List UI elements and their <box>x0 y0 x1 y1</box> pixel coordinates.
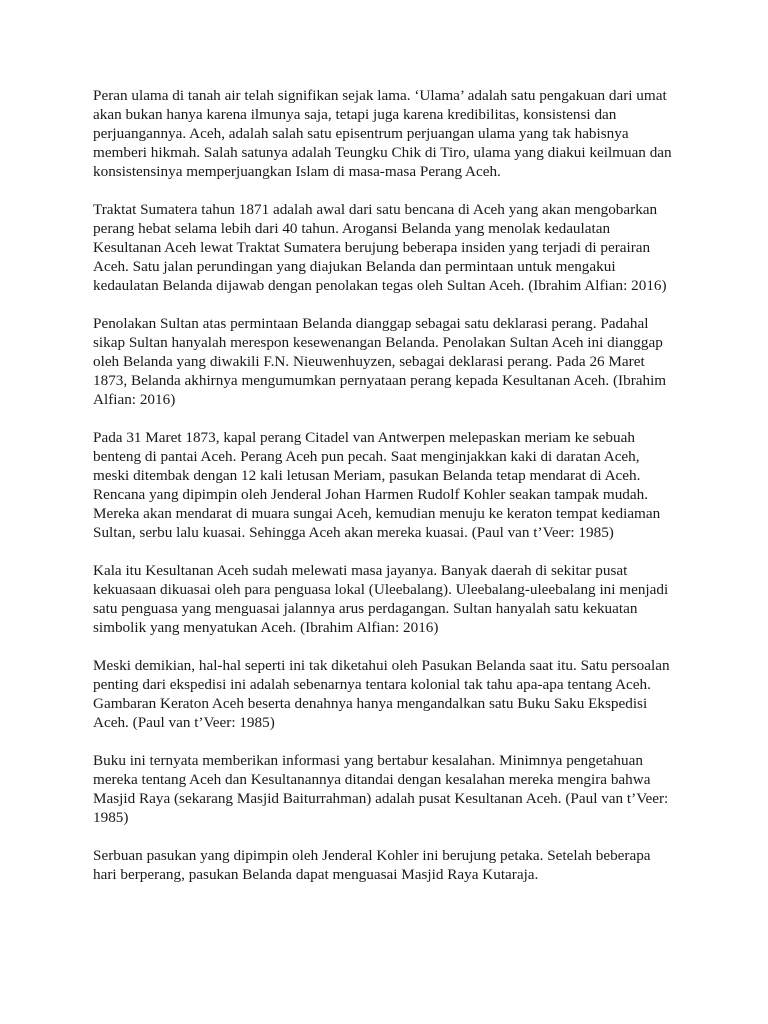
paragraph-5: Kala itu Kesultanan Aceh sudah melewati masa jayanya. Banyak daerah di sekitar pusat kekuasaan dikuasai oleh para penguasa lokal (Uleebalang). Uleebalang-uleebalang ini menjadi satu penguasa yang menguasai jalannya arus perdagangan. Sultan hanyalah satu kekuatan simbolik yang menyatukan Aceh. (Ibrahim Alfian: 2016) <box>93 562 669 636</box>
paragraph-6: Meski demikian, hal-hal seperti ini tak diketahui oleh Pasukan Belanda saat itu. Satu persoalan penting dari ekspedisi ini adalah sebenarnya tentara kolonial tak tahu apa-apa tentang Aceh. Gambaran Keraton Aceh beserta denahnya hanya mengandalkan satu Buku Saku Ekspedisi Aceh. (Paul van t’Veer: 1985) <box>93 657 670 731</box>
paragraph-1: Peran ulama di tanah air telah signifikan sejak lama. ‘Ulama’ adalah satu pengakuan dari umat akan bukan hanya karena ilmunya saja, tetapi juga karena kredibilitas, konsistensi dan perjuangannya. Aceh, adalah salah satu episentrum perjuangan ulama yang tak habisnya memberi hikmah. Salah satunya adalah Teungku Chik di Tiro, ulama yang diakui keilmuan dan konsistensinya memperjuangkan Islam di masa-masa Perang Aceh. <box>93 87 672 180</box>
paragraph-7: Buku ini ternyata memberikan informasi yang bertabur kesalahan. Minimnya pengetahuan mereka tentang Aceh dan Kesultanannya ditandai dengan kesalahan mereka mengira bahwa Masjid Raya (sekarang Masjid Baiturrahman) adalah pusat Kesultanan Aceh. (Paul van t’Veer: 1985) <box>93 752 669 826</box>
paragraph-8: Serbuan pasukan yang dipimpin oleh Jenderal Kohler ini berujung petaka. Setelah beberapa hari berperang, pasukan Belanda dapat menguasai Masjid Raya Kutaraja. <box>93 847 651 883</box>
paragraph-4: Pada 31 Maret 1873, kapal perang Citadel van Antwerpen melepaskan meriam ke sebuah benteng di pantai Aceh. Perang Aceh pun pecah. Saat menginjakkan kaki di daratan Aceh, meski ditembak dengan 12 kali letusan Meriam, pasukan Belanda tetap mendarat di Aceh. Rencana yang dipimpin oleh Jenderal Johan Harmen Rudolf Kohler seakan tampak mudah. Mereka akan mendarat di muara sungai Aceh, kemudian menuju ke keraton tempat kediaman Sultan, serbu lalu kuasai. Sehingga Aceh akan mereka kuasai. (Paul van t’Veer: 1985) <box>93 429 661 541</box>
paragraph-3: Penolakan Sultan atas permintaan Belanda dianggap sebagai satu deklarasi perang. Padahal sikap Sultan hanyalah merespon kesewenangan Belanda. Penolakan Sultan Aceh ini dianggap oleh Belanda yang diwakili F.N. Nieuwenhuyzen, sebagai deklarasi perang. Pada 26 Maret 1873, Belanda akhirnya mengumumkan pernyataan perang kepada Kesultanan Aceh. (Ibrahim Alfian: 2016) <box>93 315 667 408</box>
document-body <box>93 86 673 903</box>
paragraph-2: Traktat Sumatera tahun 1871 adalah awal dari satu bencana di Aceh yang akan mengobarkan perang hebat selama lebih dari 40 tahun. Arogansi Belanda yang menolak kedaulatan Kesultanan Aceh lewat Traktat Sumatera berujung beberapa insiden yang terjadi di perairan Aceh. Satu jalan perundingan yang diajukan Belanda dan permintaan untuk mengakui kedaulatan Belanda dijawab dengan penolakan tegas oleh Sultan Aceh. (Ibrahim Alfian: 2016) <box>93 201 667 294</box>
